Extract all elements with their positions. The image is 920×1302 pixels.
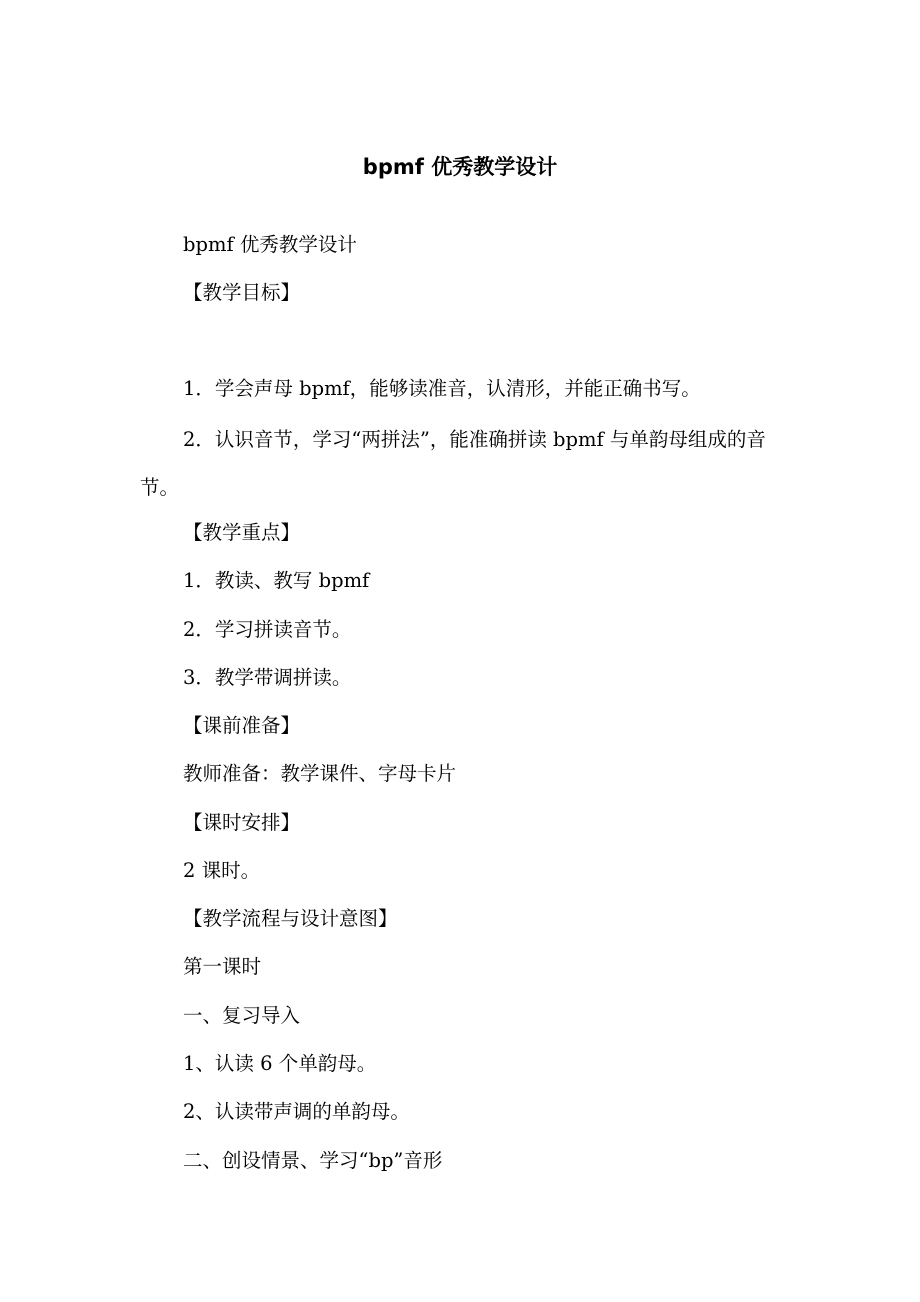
lesson-label: 第一课时 bbox=[183, 955, 262, 978]
section-heading-objectives: 【教学目标】 bbox=[183, 281, 301, 304]
step-heading-1: 一、复习导入 bbox=[183, 1004, 301, 1027]
document-title: bpmf 优秀教学设计 bbox=[362, 155, 558, 179]
key-point-item-2: 2．学习拼读音节。 bbox=[183, 618, 352, 641]
key-point-item-3: 3．教学带调拼读。 bbox=[183, 666, 352, 689]
step-item-2: 2、认读带声调的单韵母。 bbox=[183, 1100, 410, 1123]
subtitle-line: bpmf 优秀教学设计 bbox=[183, 233, 357, 256]
step-item-1: 1、认读 6 个单韵母。 bbox=[183, 1052, 377, 1075]
step-heading-2: 二、创设情景、学习“bp”音形 bbox=[183, 1149, 443, 1172]
section-heading-process: 【教学流程与设计意图】 bbox=[183, 907, 398, 930]
preparation-text: 教师准备：教学课件、字母卡片 bbox=[183, 762, 457, 785]
section-heading-schedule: 【课时安排】 bbox=[183, 811, 301, 834]
objective-item-2: 2．认识音节，学习“两拼法”，能准确拼读 bpmf 与单韵母组成的音节。 bbox=[140, 428, 766, 499]
section-heading-key-points: 【教学重点】 bbox=[183, 521, 301, 544]
key-point-item-1: 1．教读、教写 bpmf bbox=[183, 569, 370, 592]
schedule-text: 2 课时。 bbox=[183, 859, 261, 882]
objective-item-1: 1．学会声母 bpmf，能够读准音，认清形，并能正确书写。 bbox=[183, 377, 701, 400]
section-heading-preparation: 【课前准备】 bbox=[183, 714, 301, 737]
